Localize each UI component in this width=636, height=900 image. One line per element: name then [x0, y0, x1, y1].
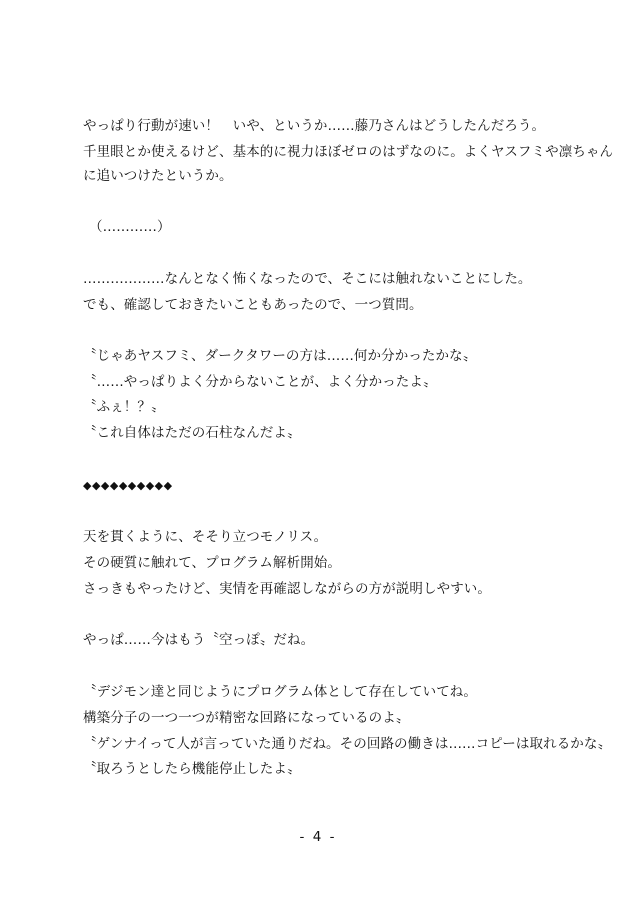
dialogue-line: 〝これ自体はただの石柱なんだよ〟 [83, 425, 301, 441]
inner-thought-line: （…………） [89, 219, 171, 235]
dialogue-line: 〝じゃあヤスフミ、ダークタワーの方は……何か分かったかな〟 [83, 348, 477, 364]
paragraph-line: 千里眼とか使えるけど、基本的に視力ほぼゼロのはずなのに。よくヤスフミや凛ちゃん [83, 144, 614, 160]
paragraph-line: に追いつけたというか。 [83, 168, 233, 184]
scene-break-divider: ◆◆◆◆◆◆◆◆◆◆ [83, 479, 173, 492]
paragraph-line: さっきもやったけど、実情を再確認しながらの方が説明しやすい。 [83, 581, 491, 597]
page-number: - 4 - [299, 829, 337, 845]
paragraph-line: やっぱり行動が速い！ いや、というか……藤乃さんはどうしたんだろう。 [83, 118, 546, 134]
dialogue-line: 〝取ろうとしたら機能停止したよ〟 [83, 761, 301, 777]
paragraph-line: でも、確認しておきたいこともあったので、一つ質問。 [83, 297, 423, 313]
dialogue-line: 構築分子の一つ一つが精密な回路になっているのよ〟 [83, 710, 410, 726]
paragraph-line: その硬質に触れて、プログラム解析開始。 [83, 555, 341, 571]
dialogue-line: 〝ゲンナイって人が言っていた通りだね。その回路の働きは……コピーは取れるかな〟 [83, 736, 612, 752]
paragraph-line: 天を貫くように、そそり立つモノリス。 [83, 529, 328, 545]
paragraph-line: ………………なんとなく怖くなったので、そこには触れないことにした。 [83, 271, 532, 287]
dialogue-line: 〝ふぇ！？〟 [83, 399, 165, 415]
dialogue-line: 〝デジモン達と同じようにプログラム体として存在していてね。 [83, 684, 477, 700]
dialogue-line: 〝……やっぱりよく分からないことが、よく分かったよ〟 [83, 374, 437, 390]
paragraph-line: やっぱ……今はもう〝空っぽ〟だね。 [83, 632, 315, 648]
